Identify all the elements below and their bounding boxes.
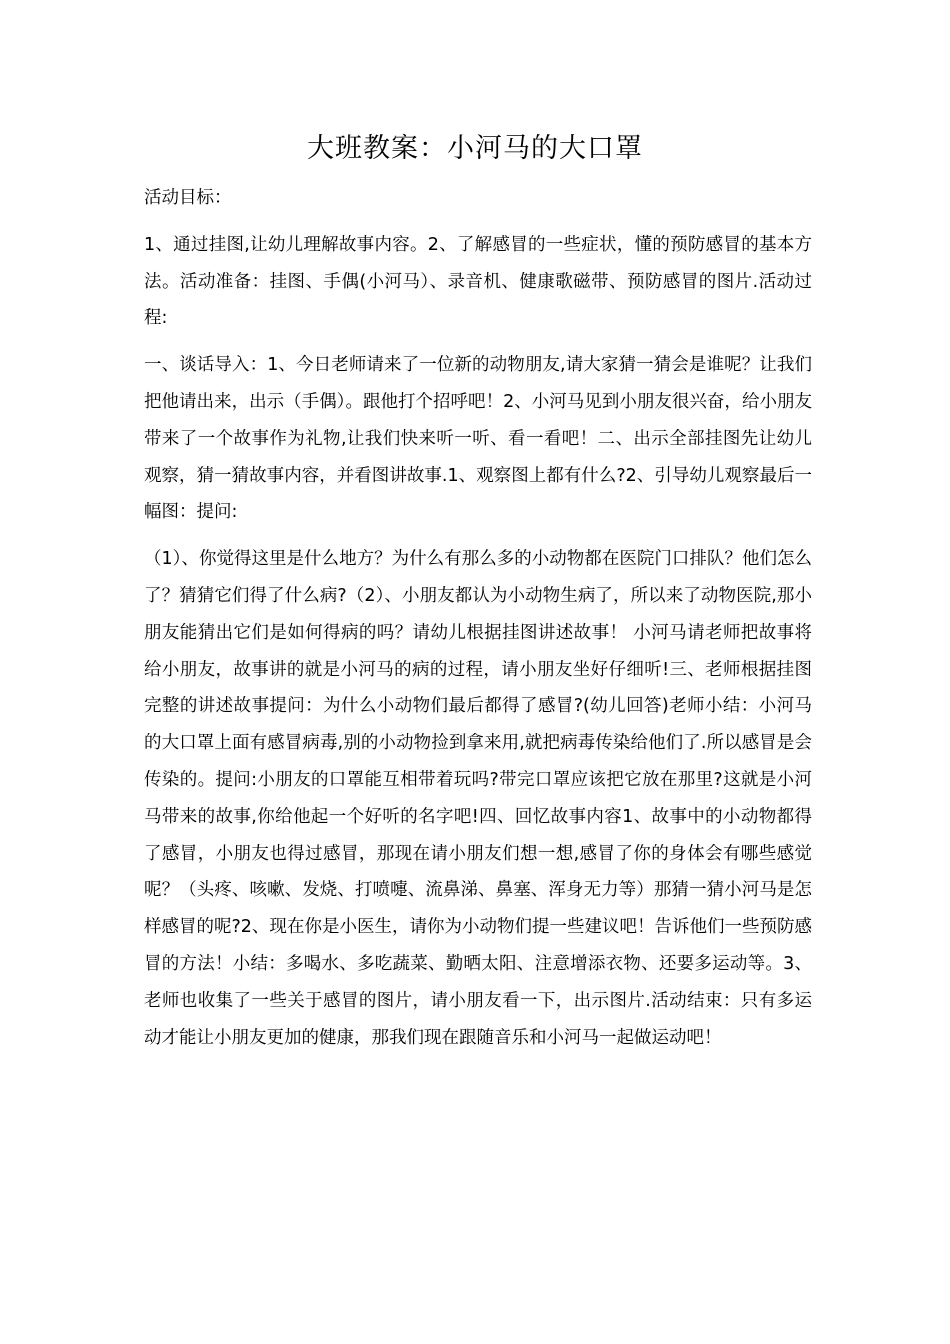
paragraph-questions-and-story: （1）、你觉得这里是什么地方？为什么有那么多的小动物都在医院门口排队？他们怎么了？猜猜它们得了什么病?（2）、小朋友都认为小动物生病了，所以来了动物医院,那小朋友能猜出它们是如何得病的吗？请幼儿根据挂图讲述故事！ 小河马请老师把故事将给小朋友，故事讲的就是小河马的病的过程，请小朋友坐好仔细听!三、老师根据挂图完整的讲述故事提问：为什么小动物们最后都得了感冒?(幼儿回答)老师小结：小河马的大口罩上面有感冒病毒,别的小动物捡到拿来用,就把病毒传染给他们了.所以感冒是会传染的。提问:小朋友的口罩能互相带着玩吗?带完口罩应该把它放在那里?这就是小河马带来的故事,你给他起一个好听的名字吧!四、回忆故事内容1、故事中的小动物都得了感冒，小朋友也得过感冒，那现在请小朋友们想一想,感冒了你的身体会有哪些感觉呢？（头疼、咳嗽、发烧、打喷嚏、流鼻涕、鼻塞、浑身无力等）那猜一猜小河马是怎样感冒的呢?2、现在你是小医生，请你为小动物们提一些建议吧！告诉他们一些预防感冒的方法！小结：多喝水、多吃蔬菜、勤晒太阳、注意增添衣物、还要多运动等。3、老师也收集了一些关于感冒的图片，请小朋友看一下，出示图片.活动结束：只有多运动才能让小朋友更加的健康，那我们现在跟随音乐和小河马一起做运动吧！	[144, 549, 812, 1048]
paragraph-objectives-heading: 活动目标：	[144, 188, 232, 208]
document-body	[144, 180, 812, 1066]
paragraph-introduction: 一、谈话导入：1、今日老师请来了一位新的动物朋友,请大家猜一猜会是谁呢？让我们把他请出来，出示（手偶）。跟他打个招呼吧！2、小河马见到小朋友很兴奋，给小朋友带来了一个故事作为礼物,让我们快来听一听、看一看吧！二、出示全部挂图先让幼儿观察，猜一猜故事内容，并看图讲故事.1、观察图上都有什么?2、引导幼儿观察最后一幅图：提问:	[144, 355, 812, 523]
paragraph-objectives: 1、通过挂图,让幼儿理解故事内容。2、了解感冒的一些症状，懂的预防感冒的基本方法。活动准备：挂图、手偶(小河马）、录音机、健康歌磁带、预防感冒的图片.活动过程:	[144, 234, 812, 329]
document-title: 大班教案：小河马的大口罩	[307, 133, 643, 164]
